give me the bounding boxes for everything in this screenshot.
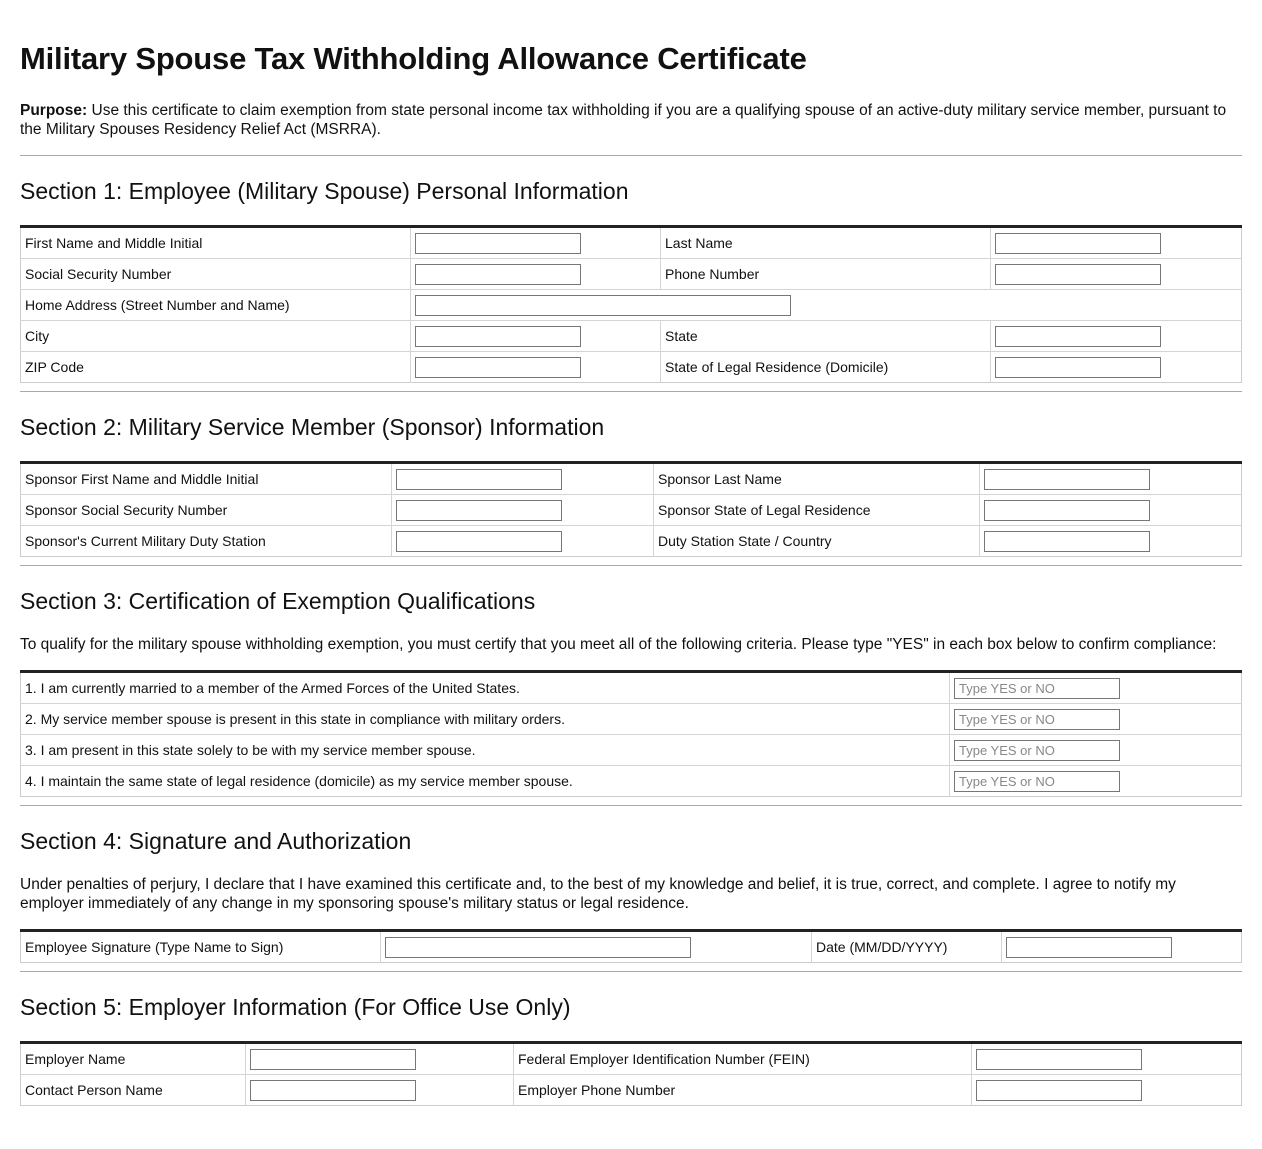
divider: [20, 155, 1242, 156]
duty-state-field[interactable]: [984, 531, 1150, 552]
sponsor-last-name-label: Sponsor Last Name: [654, 463, 980, 495]
divider: [20, 391, 1242, 392]
table-row: [21, 672, 1242, 704]
ssn-field[interactable]: [415, 264, 581, 285]
first-name-label: First Name and Middle Initial: [21, 227, 411, 259]
criterion-2-label: 2. My service member spouse is present in this state in compliance with military orders.: [21, 704, 950, 735]
last-name-field[interactable]: [995, 233, 1161, 254]
fein-label: Federal Employer Identification Number (FEIN): [514, 1043, 972, 1075]
criterion-4-field[interactable]: [954, 771, 1120, 792]
zip-label: ZIP Code: [21, 352, 411, 383]
section5-table: [20, 1041, 1242, 1106]
table-row: [21, 766, 1242, 797]
criterion-3-label: 3. I am present in this state solely to be with my service member spouse.: [21, 735, 950, 766]
table-row: [21, 495, 1242, 526]
date-label: Date (MM/DD/YYYY): [812, 931, 1002, 963]
divider: [20, 565, 1242, 566]
duty-station-label: Sponsor's Current Military Duty Station: [21, 526, 392, 557]
employer-phone-label: Employer Phone Number: [514, 1075, 972, 1106]
ssn-label: Social Security Number: [21, 259, 411, 290]
state-field[interactable]: [995, 326, 1161, 347]
section1-table: [20, 225, 1242, 383]
purpose-paragraph: [20, 101, 1242, 139]
sponsor-residence-label: Sponsor State of Legal Residence: [654, 495, 980, 526]
fein-field[interactable]: [976, 1049, 1142, 1070]
zip-field[interactable]: [415, 357, 581, 378]
section3-intro: To qualify for the military spouse withholding exemption, you must certify that you meet all of the following criteria. Please type "YES" in each box below to confirm compliance:: [20, 636, 1217, 653]
contact-name-field[interactable]: [250, 1080, 416, 1101]
phone-field[interactable]: [995, 264, 1161, 285]
domicile-field[interactable]: [995, 357, 1161, 378]
duty-state-label: Duty Station State / Country: [654, 526, 980, 557]
section4-heading: Section 4: Signature and Authorization: [20, 828, 412, 854]
first-name-field[interactable]: [415, 233, 581, 254]
criterion-1-label: 1. I am currently married to a member of the Armed Forces of the United States.: [21, 672, 950, 704]
address-label: Home Address (Street Number and Name): [21, 290, 411, 321]
divider: [20, 971, 1242, 972]
duty-station-field[interactable]: [396, 531, 562, 552]
table-row: [21, 735, 1242, 766]
city-label: City: [21, 321, 411, 352]
contact-name-label: Contact Person Name: [21, 1075, 246, 1106]
employer-name-label: Employer Name: [21, 1043, 246, 1075]
signature-field[interactable]: [385, 937, 691, 958]
section3-table: [20, 670, 1242, 797]
date-field[interactable]: [1006, 937, 1172, 958]
table-row: [21, 463, 1242, 495]
purpose-text: Use this certificate to claim exemption from state personal income tax withholding if you are a qualifying spouse of an active-duty military service member, pursuant to the Military Spouses Residency Relief Act (MSRRA).: [20, 102, 1227, 138]
criterion-4-label: 4. I maintain the same state of legal residence (domicile) as my service member spouse.: [21, 766, 950, 797]
section4-table: [20, 929, 1242, 963]
table-row: [21, 321, 1242, 352]
sponsor-ssn-label: Sponsor Social Security Number: [21, 495, 392, 526]
sponsor-residence-field[interactable]: [984, 500, 1150, 521]
employer-name-field[interactable]: [250, 1049, 416, 1070]
section2-heading: Section 2: Military Service Member (Sponsor) Information: [20, 414, 605, 440]
city-field[interactable]: [415, 326, 581, 347]
table-row: [21, 526, 1242, 557]
page-title: Military Spouse Tax Withholding Allowance Certificate: [20, 41, 807, 76]
section2-table: [20, 461, 1242, 557]
table-row: [21, 704, 1242, 735]
table-row: [21, 227, 1242, 259]
table-row: [21, 352, 1242, 383]
last-name-label: Last Name: [661, 227, 991, 259]
criterion-1-field[interactable]: [954, 678, 1120, 699]
state-label: State: [661, 321, 991, 352]
table-row: [21, 1043, 1242, 1075]
section4-intro: Under penalties of perjury, I declare that I have examined this certificate and, to the best of my knowledge and belief, it is true, correct, and complete. I agree to notify my employer immediately of any change in my sponsoring spouse's military status or legal residence.: [20, 876, 1176, 912]
criterion-2-field[interactable]: [954, 709, 1120, 730]
table-row: [21, 931, 1242, 963]
section3-heading: Section 3: Certification of Exemption Qualifications: [20, 588, 536, 614]
sponsor-last-name-field[interactable]: [984, 469, 1150, 490]
table-row: [21, 259, 1242, 290]
divider: [20, 805, 1242, 806]
criterion-3-field[interactable]: [954, 740, 1120, 761]
phone-label: Phone Number: [661, 259, 991, 290]
section1-heading: Section 1: Employee (Military Spouse) Personal Information: [20, 178, 629, 204]
section5-heading: Section 5: Employer Information (For Office Use Only): [20, 994, 571, 1020]
employer-phone-field[interactable]: [976, 1080, 1142, 1101]
table-row: [21, 1075, 1242, 1106]
sponsor-ssn-field[interactable]: [396, 500, 562, 521]
sponsor-first-name-field[interactable]: [396, 469, 562, 490]
address-field[interactable]: [415, 295, 791, 316]
purpose-label: Purpose:: [20, 102, 88, 119]
domicile-label: State of Legal Residence (Domicile): [661, 352, 991, 383]
sponsor-first-name-label: Sponsor First Name and Middle Initial: [21, 463, 392, 495]
signature-label: Employee Signature (Type Name to Sign): [21, 931, 381, 963]
table-row: [21, 290, 1242, 321]
